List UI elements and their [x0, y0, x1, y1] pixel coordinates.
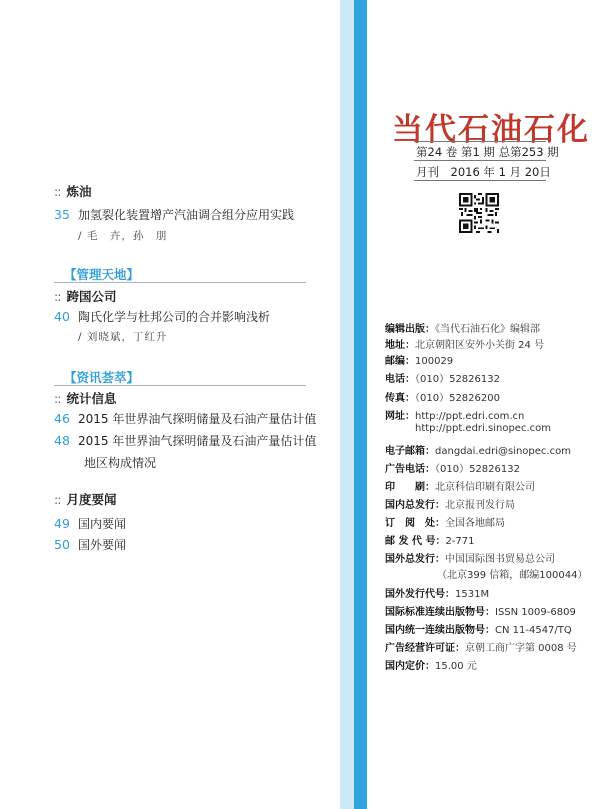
info-phone: 电话：（010）52826132	[385, 374, 500, 385]
column-news: 【资讯荟萃】	[64, 370, 140, 385]
info-foreign-code: 国外发行代号：1531M	[385, 589, 490, 600]
decorative-stripe-blue	[354, 0, 367, 809]
divider	[54, 282, 306, 283]
toc-entry[interactable]: 48 2015 年世界油气探明储量及石油产量估计值	[54, 433, 317, 448]
toc-authors: / 毛 卉，孙 朋	[78, 230, 168, 242]
divider	[414, 141, 546, 142]
info-cn: 国内统一连续出版物号：CN 11-4547/TQ	[385, 625, 572, 636]
section-multinational: :: 跨国公司	[54, 289, 117, 304]
toc-entry[interactable]: 46 2015 年世界油气探明储量及石油产量估计值	[54, 411, 317, 426]
info-website: 网址：http://ppt.edri.com.cn	[385, 411, 525, 422]
publication-date: 月刊 2016 年 1 月 20日	[416, 165, 551, 179]
info-address: 地址：北京朝阳区安外小关街 24 号	[385, 340, 545, 351]
info-domestic-distributor: 国内总发行：北京报刊发行局	[385, 500, 515, 511]
info-ad-phone: 广告电话：（010）52826132	[385, 464, 520, 475]
info-issn: 国际标准连续出版物号：ISSN 1009-6809	[385, 607, 576, 618]
info-price: 国内定价：15.00 元	[385, 661, 477, 672]
decorative-stripe-light	[340, 0, 354, 809]
info-editor: 编辑出版：《当代石油石化》编辑部	[385, 324, 540, 335]
info-foreign-distributor: 国外总发行：中国国际图书贸易总公司	[385, 554, 555, 565]
journal-logo: 当代石油石化	[392, 112, 590, 148]
info-postcode: 邮编：100029	[385, 356, 454, 367]
toc-entry[interactable]: 50 国外要闻	[54, 537, 127, 552]
toc-entry[interactable]: 35 加氢裂化装置增产汽油调合组分应用实践	[54, 207, 295, 222]
toc-authors: / 刘晓斌，丁红升	[78, 331, 168, 343]
info-website-2: http://ppt.edri.sinopec.com	[415, 423, 551, 434]
toc-entry[interactable]: 49 国内要闻	[54, 516, 127, 531]
divider	[414, 180, 546, 181]
column-management: 【管理天地】	[64, 267, 140, 282]
issue-number: 第24 卷 第1 期 总第253 期	[416, 145, 559, 159]
info-printer: 印 刷：北京科信印刷有限公司	[385, 482, 535, 493]
qr-code-icon	[459, 193, 499, 233]
divider	[414, 160, 546, 161]
toc-entry[interactable]: 40 陶氏化学与杜邦公司的合并影响浅析	[54, 309, 271, 324]
divider	[54, 385, 306, 386]
info-foreign-distributor-address: （北京399 信箱，邮编100044）	[437, 570, 588, 581]
section-statistics: :: 统计信息	[54, 391, 117, 406]
info-subscription: 订 阅 处：全国各地邮局	[385, 518, 505, 529]
toc-title-continued: 地区构成情况	[84, 456, 157, 470]
info-postal-code: 邮 发 代 号：2-771	[385, 536, 475, 547]
section-refining: :: 炼油	[54, 184, 92, 199]
info-fax: 传真：（010）52826200	[385, 393, 500, 404]
section-monthly-news: :: 月度要闻	[54, 492, 117, 507]
info-email: 电子邮箱：dangdai.edri@sinopec.com	[385, 446, 571, 457]
info-ad-license: 广告经营许可证：京朝工商广字第 0008 号	[385, 643, 577, 654]
